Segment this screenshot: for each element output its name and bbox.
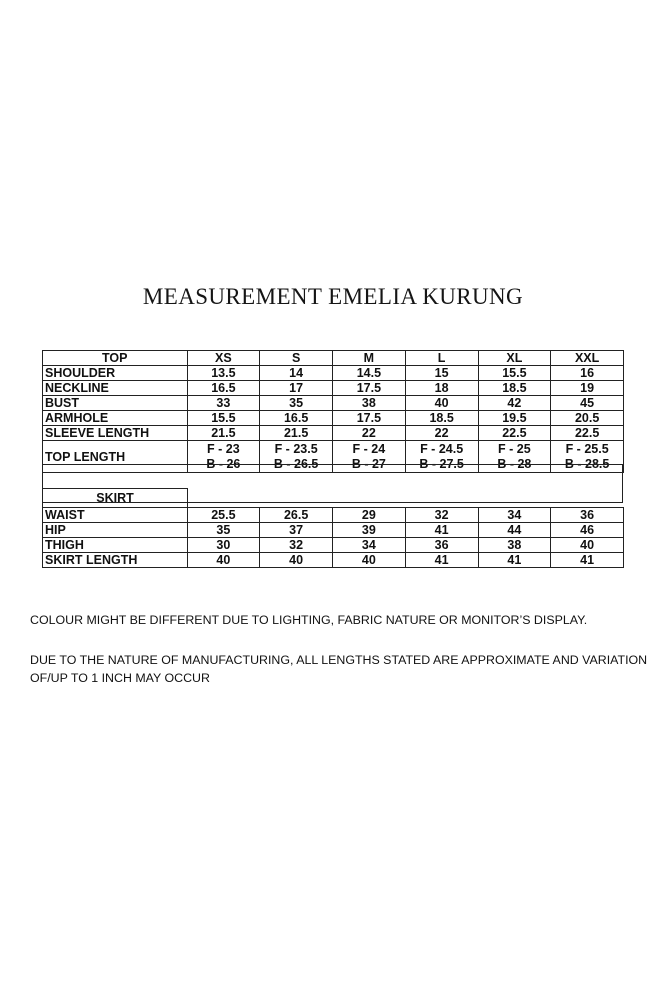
measurement-cell: 45 bbox=[550, 395, 624, 411]
measurement-cell: 38 bbox=[478, 537, 552, 553]
table-row bbox=[43, 381, 624, 396]
front-length: F - 25 bbox=[498, 441, 531, 456]
measurement-cell: 14 bbox=[259, 365, 333, 381]
row-label: SKIRT LENGTH bbox=[42, 552, 188, 568]
row-label: WAIST bbox=[42, 507, 188, 523]
front-length: F - 23 bbox=[207, 441, 240, 456]
back-length: B - 28.5 bbox=[564, 456, 610, 471]
measurement-cell bbox=[405, 440, 479, 473]
measurement-cell: 33 bbox=[187, 395, 261, 411]
size-header: M bbox=[332, 350, 406, 366]
measurement-cell: 19.5 bbox=[478, 410, 552, 426]
measurement-cell: 22 bbox=[332, 425, 406, 441]
table-row bbox=[43, 366, 624, 381]
measurement-cell: 18.5 bbox=[405, 410, 479, 426]
measurement-cell: 14.5 bbox=[332, 365, 406, 381]
back-length: B - 26.5 bbox=[273, 456, 319, 471]
size-header: L bbox=[405, 350, 479, 366]
size-header: XS bbox=[187, 350, 261, 366]
measurement-cell bbox=[478, 440, 552, 473]
measurement-cell: 35 bbox=[187, 522, 261, 538]
measurement-cell: 36 bbox=[550, 507, 624, 523]
size-chart-table bbox=[43, 351, 624, 568]
row-label: TOP LENGTH bbox=[42, 440, 188, 473]
measurement-cell: 15.5 bbox=[478, 365, 552, 381]
measurement-cell bbox=[259, 440, 333, 473]
measurement-cell: 19 bbox=[550, 380, 624, 396]
table-row bbox=[43, 411, 624, 426]
front-length: F - 24.5 bbox=[420, 441, 464, 456]
measurement-cell: 17 bbox=[259, 380, 333, 396]
measurement-cell: 36 bbox=[405, 537, 479, 553]
table-row bbox=[43, 426, 624, 441]
skirt-header-row bbox=[43, 489, 624, 508]
skirt-header: SKIRT bbox=[42, 488, 188, 508]
measurement-cell: 20.5 bbox=[550, 410, 624, 426]
colour-disclaimer: COLOUR MIGHT BE DIFFERENT DUE TO LIGHTING, FABRIC NATURE OR MONITOR’S DISPLAY. bbox=[30, 613, 588, 627]
measurement-cell: 41 bbox=[478, 552, 552, 568]
measurement-cell: 22.5 bbox=[478, 425, 552, 441]
measurement-cell: 40 bbox=[550, 537, 624, 553]
measurement-cell: 17.5 bbox=[332, 380, 406, 396]
measurement-cell: 46 bbox=[550, 522, 624, 538]
measurement-cell: 16.5 bbox=[187, 380, 261, 396]
row-label: BUST bbox=[42, 395, 188, 411]
size-header: XL bbox=[478, 350, 552, 366]
measurement-cell: 13.5 bbox=[187, 365, 261, 381]
size-header: S bbox=[259, 350, 333, 366]
measurement-cell: 34 bbox=[478, 507, 552, 523]
measurement-cell: 15 bbox=[405, 365, 479, 381]
measurement-cell bbox=[187, 440, 261, 473]
measurement-cell: 26.5 bbox=[259, 507, 333, 523]
table-row bbox=[43, 538, 624, 553]
measurement-cell: 34 bbox=[332, 537, 406, 553]
measurement-cell: 16.5 bbox=[259, 410, 333, 426]
measurement-cell: 25.5 bbox=[187, 507, 261, 523]
measurement-cell: 40 bbox=[187, 552, 261, 568]
back-length: B - 27 bbox=[351, 456, 386, 471]
row-label: HIP bbox=[42, 522, 188, 538]
manufacturing-disclaimer: DUE TO THE NATURE OF MANUFACTURING, ALL LENGTHS STATED ARE APPROXIMATE AND VARIATION OF/UP TO 1 INCH MAY OCCUR bbox=[30, 653, 648, 685]
table-row bbox=[43, 553, 624, 568]
measurement-cell: 18 bbox=[405, 380, 479, 396]
measurement-cell: 17.5 bbox=[332, 410, 406, 426]
measurement-cell: 15.5 bbox=[187, 410, 261, 426]
size-header: XXL bbox=[550, 350, 624, 366]
front-length: F - 24 bbox=[352, 441, 386, 456]
measurement-cell: 32 bbox=[405, 507, 479, 523]
table-row-top-length bbox=[43, 441, 624, 473]
measurement-cell: 40 bbox=[405, 395, 479, 411]
measurement-cell bbox=[550, 440, 624, 473]
measurement-cell: 30 bbox=[187, 537, 261, 553]
measurement-cell: 40 bbox=[332, 552, 406, 568]
measurement-cell: 35 bbox=[259, 395, 333, 411]
top-header-row bbox=[43, 351, 624, 366]
row-label: NECKLINE bbox=[42, 380, 188, 396]
spacer-row bbox=[43, 473, 624, 489]
measurement-cell: 42 bbox=[478, 395, 552, 411]
measurement-cell: 16 bbox=[550, 365, 624, 381]
measurement-cell: 41 bbox=[405, 522, 479, 538]
front-length: F - 25.5 bbox=[565, 441, 609, 456]
table-row bbox=[43, 523, 624, 538]
measurement-cell: 41 bbox=[550, 552, 624, 568]
measurement-cell: 21.5 bbox=[259, 425, 333, 441]
back-length: B - 28 bbox=[497, 456, 532, 471]
measurement-cell: 32 bbox=[259, 537, 333, 553]
row-label: ARMHOLE bbox=[42, 410, 188, 426]
measurement-cell: 18.5 bbox=[478, 380, 552, 396]
measurement-cell: 38 bbox=[332, 395, 406, 411]
measurement-cell: 21.5 bbox=[187, 425, 261, 441]
measurement-cell: 29 bbox=[332, 507, 406, 523]
table-row bbox=[43, 396, 624, 411]
measurement-cell bbox=[332, 440, 406, 473]
top-header: TOP bbox=[42, 350, 188, 366]
measurement-cell: 39 bbox=[332, 522, 406, 538]
measurement-cell: 40 bbox=[259, 552, 333, 568]
front-length: F - 23.5 bbox=[274, 441, 318, 456]
back-length: B - 27.5 bbox=[419, 456, 464, 471]
table-row bbox=[43, 508, 624, 523]
measurement-cell: 37 bbox=[259, 522, 333, 538]
back-length: B - 26 bbox=[206, 456, 241, 471]
measurement-cell: 41 bbox=[405, 552, 479, 568]
measurement-cell: 44 bbox=[478, 522, 552, 538]
row-label: THIGH bbox=[42, 537, 188, 553]
measurement-cell: 22 bbox=[405, 425, 479, 441]
page-title: MEASUREMENT EMELIA KURUNG bbox=[142, 284, 524, 309]
row-label: SLEEVE LENGTH bbox=[42, 425, 188, 441]
row-label: SHOULDER bbox=[42, 365, 188, 381]
measurement-cell: 22.5 bbox=[550, 425, 624, 441]
